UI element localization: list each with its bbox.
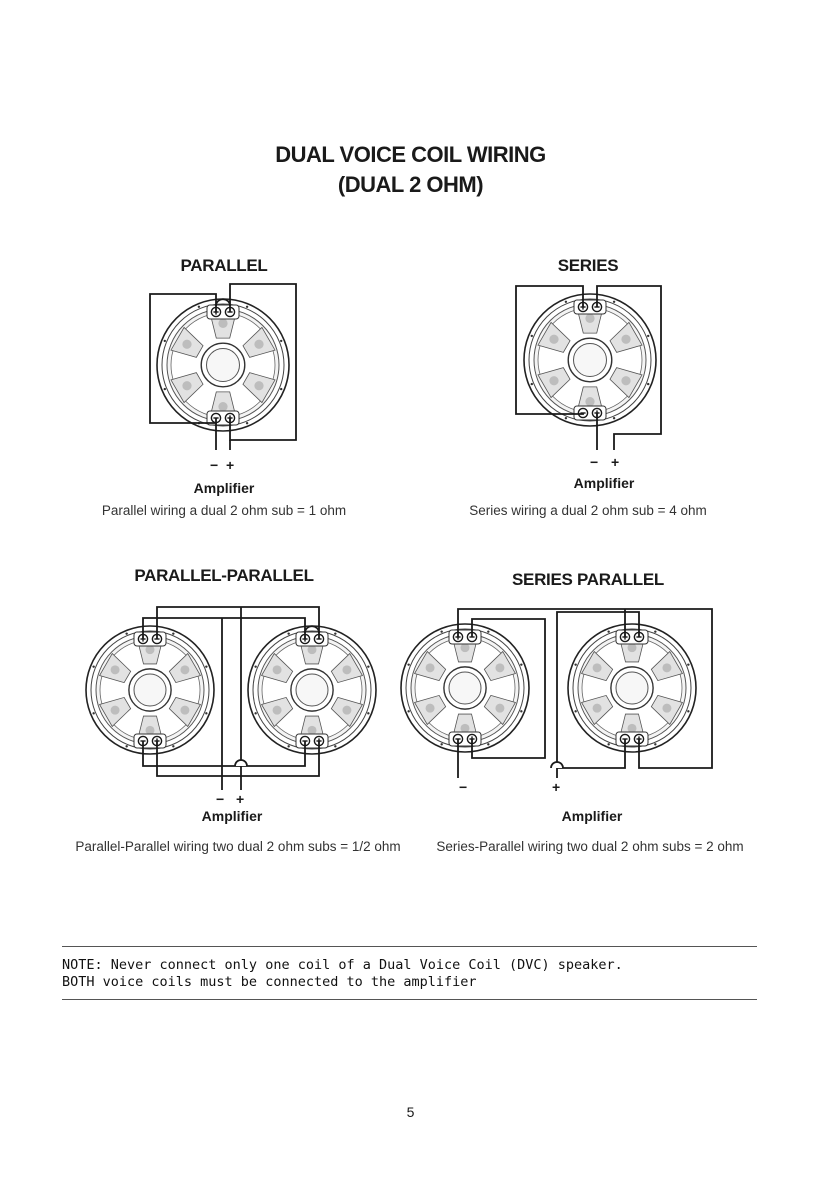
mounting-hole xyxy=(407,663,409,665)
speaker-dust-cap xyxy=(134,674,166,706)
mounting-hole xyxy=(654,630,656,632)
speaker-dust-cap xyxy=(449,672,481,704)
speaker-dust-cap xyxy=(574,344,607,377)
mounting-hole xyxy=(205,665,207,667)
amplifier-label-series-parallel: Amplifier xyxy=(561,808,623,824)
mounting-hole xyxy=(280,388,282,390)
speaker-rib-detail xyxy=(180,665,189,674)
speaker-rib-detail xyxy=(146,645,155,654)
speaker-rib-detail xyxy=(662,663,671,672)
speaker-rib-detail xyxy=(308,726,317,735)
mounting-hole xyxy=(172,745,174,747)
speaker-rib-detail xyxy=(593,663,602,672)
heading-parallel-parallel: PARALLEL-PARALLEL xyxy=(134,566,314,585)
mounting-hole xyxy=(487,630,489,632)
mounting-hole xyxy=(607,743,609,745)
mounting-hole xyxy=(164,340,166,342)
mounting-hole xyxy=(334,745,336,747)
speaker-rib-detail xyxy=(585,314,594,323)
amp-plus-terminal-parallel: + xyxy=(226,457,235,473)
amp-minus-terminal-parallel: − xyxy=(210,457,219,473)
amplifier-label-parallel: Amplifier xyxy=(193,480,255,496)
amp-plus-terminal-parallel-parallel: + xyxy=(236,791,245,807)
mounting-hole xyxy=(254,665,256,667)
speaker-rib-detail xyxy=(426,704,435,713)
speaker-rib-detail xyxy=(593,704,602,713)
speaker-rib-detail xyxy=(182,340,191,349)
amp-plus-terminal-series-parallel: + xyxy=(552,779,561,795)
speaker-dust-cap xyxy=(296,674,328,706)
caption-series-parallel: Series-Parallel wiring two dual 2 ohm subs = 2 ohm xyxy=(436,839,744,854)
speaker-parallel-parallel-right xyxy=(248,626,376,754)
speaker-rib-detail xyxy=(308,645,317,654)
mounting-hole xyxy=(613,417,615,419)
speaker-rib-detail xyxy=(628,724,637,733)
heading-series-parallel: SERIES PARALLEL xyxy=(512,570,664,589)
mounting-hole xyxy=(254,712,256,714)
speaker-series-parallel-left xyxy=(401,624,529,752)
page-number: 5 xyxy=(406,1104,415,1120)
speaker-rib-detail xyxy=(426,663,435,672)
mounting-hole xyxy=(92,712,94,714)
mounting-hole xyxy=(440,743,442,745)
speaker-rib-detail xyxy=(549,376,558,385)
amp-plus-terminal-series: + xyxy=(611,454,620,470)
mounting-hole xyxy=(654,743,656,745)
mounting-hole xyxy=(574,710,576,712)
speaker-rib-detail xyxy=(273,665,282,674)
speaker-rib-detail xyxy=(461,724,470,733)
mounting-hole xyxy=(520,663,522,665)
speaker-dust-cap xyxy=(207,349,240,382)
amplifier-label-series: Amplifier xyxy=(573,475,635,491)
speaker-rib-detail xyxy=(585,397,594,406)
mounting-hole xyxy=(613,301,615,303)
heading-series: SERIES xyxy=(557,256,619,275)
speaker-rib-detail xyxy=(461,643,470,652)
mounting-hole xyxy=(172,632,174,634)
mounting-hole xyxy=(574,663,576,665)
mounting-hole xyxy=(280,340,282,342)
note-line-2: BOTH voice coils must be connected to the amplifier xyxy=(62,974,477,990)
mounting-hole xyxy=(287,632,289,634)
speaker-rib-detail xyxy=(111,665,120,674)
speaker-rib-detail xyxy=(254,381,263,390)
caption-parallel-parallel: Parallel-Parallel wiring two dual 2 ohm subs = 1/2 ohm xyxy=(75,839,401,854)
mounting-hole xyxy=(520,710,522,712)
heading-parallel: PARALLEL xyxy=(180,256,268,275)
mounting-hole xyxy=(565,301,567,303)
mounting-hole xyxy=(647,383,649,385)
speaker-rib-detail xyxy=(549,335,558,344)
speaker-rib-detail xyxy=(180,706,189,715)
speaker-rib-detail xyxy=(146,726,155,735)
mounting-hole xyxy=(407,710,409,712)
mounting-hole xyxy=(246,422,248,424)
mounting-hole xyxy=(647,335,649,337)
amplifier-label-parallel-parallel: Amplifier xyxy=(201,808,263,824)
speaker-dust-cap xyxy=(616,672,648,704)
speaker-rib-detail xyxy=(662,704,671,713)
mounting-hole xyxy=(164,388,166,390)
caption-parallel: Parallel wiring a dual 2 ohm sub = 1 ohm xyxy=(101,503,347,518)
speaker-rib-detail xyxy=(621,376,630,385)
speaker-rib-detail xyxy=(218,402,227,411)
mounting-hole xyxy=(607,630,609,632)
speaker-rib-detail xyxy=(342,706,351,715)
mounting-hole xyxy=(287,745,289,747)
note-line-1: NOTE: Never connect only one coil of a Dual Voice Coil (DVC) speaker. xyxy=(62,957,623,973)
mounting-hole xyxy=(367,712,369,714)
page-subtitle: (DUAL 2 OHM) xyxy=(337,172,484,197)
speaker-series xyxy=(524,294,656,426)
mounting-hole xyxy=(125,745,127,747)
note-box xyxy=(62,946,757,1000)
mounting-hole xyxy=(487,743,489,745)
mounting-hole xyxy=(205,712,207,714)
speaker-rib-detail xyxy=(254,340,263,349)
mounting-hole xyxy=(440,630,442,632)
mounting-hole xyxy=(687,663,689,665)
mounting-hole xyxy=(687,710,689,712)
speaker-parallel xyxy=(157,299,289,431)
amp-minus-terminal-series: − xyxy=(590,454,599,470)
speaker-rib-detail xyxy=(621,335,630,344)
speaker-rib-detail xyxy=(111,706,120,715)
speaker-rib-detail xyxy=(628,643,637,652)
mounting-hole xyxy=(531,335,533,337)
mounting-hole xyxy=(531,383,533,385)
mounting-hole xyxy=(334,632,336,634)
mounting-hole xyxy=(367,665,369,667)
page-title: DUAL VOICE COIL WIRING xyxy=(275,142,546,167)
speaker-rib-detail xyxy=(342,665,351,674)
mounting-hole xyxy=(565,417,567,419)
speaker-rib-detail xyxy=(182,381,191,390)
amp-minus-terminal-series-parallel: − xyxy=(459,779,468,795)
mounting-hole xyxy=(198,306,200,308)
speaker-rib-detail xyxy=(495,704,504,713)
wire-sp-crossover xyxy=(551,762,563,768)
mounting-hole xyxy=(246,306,248,308)
caption-series: Series wiring a dual 2 ohm sub = 4 ohm xyxy=(469,503,707,518)
speaker-rib-detail xyxy=(495,663,504,672)
mounting-hole xyxy=(92,665,94,667)
speaker-parallel-parallel-left xyxy=(86,626,214,754)
speaker-rib-detail xyxy=(273,706,282,715)
wire-pp-crossover xyxy=(235,760,247,766)
mounting-hole xyxy=(125,632,127,634)
amp-minus-terminal-parallel-parallel: − xyxy=(216,791,225,807)
speaker-rib-detail xyxy=(218,319,227,328)
speaker-series-parallel-right xyxy=(568,624,696,752)
